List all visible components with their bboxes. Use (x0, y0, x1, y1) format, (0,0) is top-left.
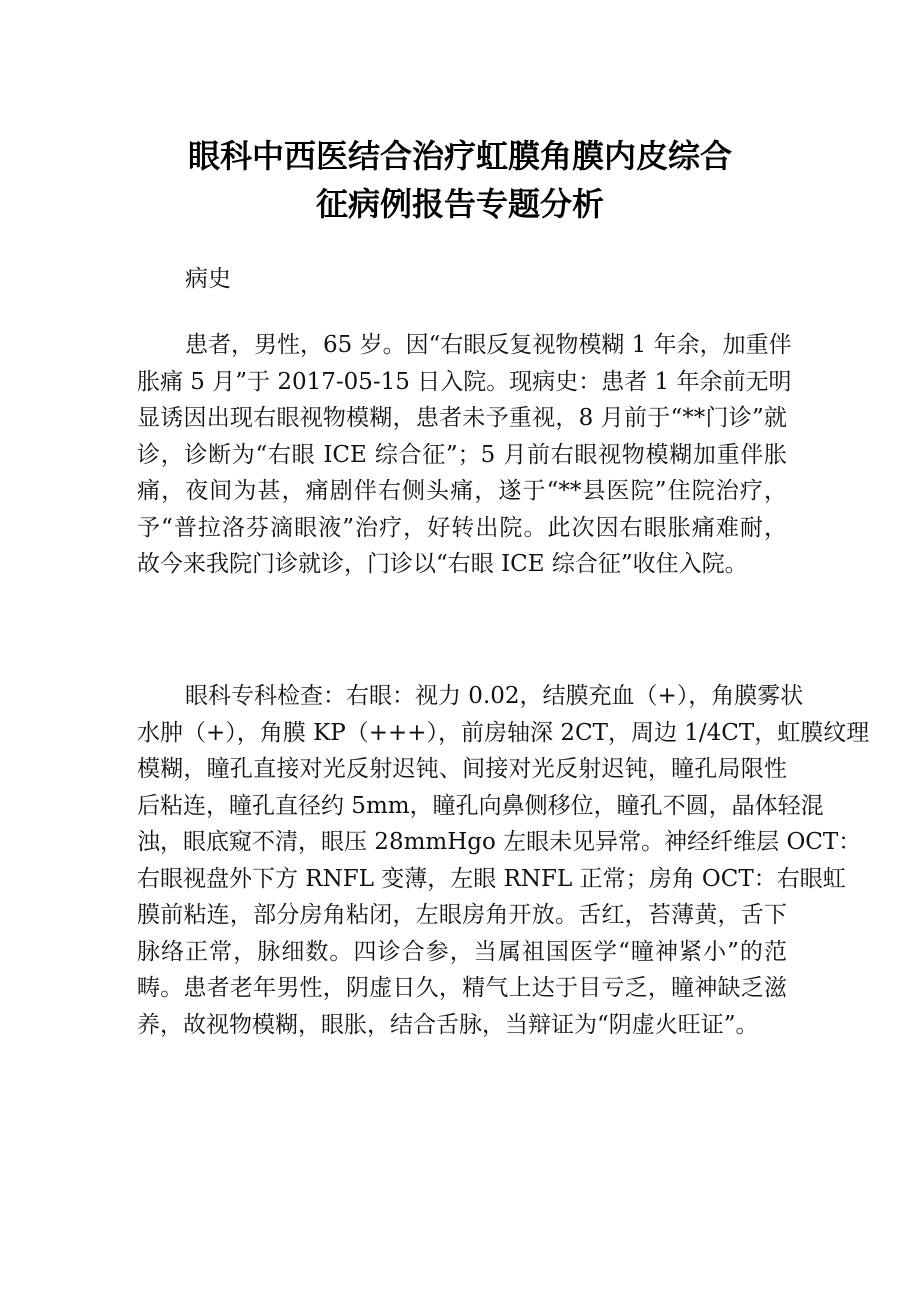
paragraph-line: 浊，眼底窥不清，眼压 28mmHgo 左眼未见异常。神经纤维层 OCT： (137, 829, 862, 855)
section-heading-history: 病史 (185, 266, 231, 292)
paragraph-line: 诊，诊断为“右眼 ICE 综合征”；5 月前右眼视物模糊加重伴胀 (137, 441, 787, 468)
title-line-1: 眼科中西医结合治疗虹膜角膜内皮综合 (187, 137, 732, 175)
paragraph-line: 予“普拉洛芬滴眼液”治疗，好转出院。此次因右眼胀痛难耐， (137, 514, 787, 541)
paragraph-line: 后粘连，瞳孔直径约 5mm，瞳孔向鼻侧移位，瞳孔不圆，晶体轻混 (137, 792, 824, 819)
paragraph-line: 养，故视物模糊，眼胀，结合舌脉，当辩证为“阴虚火旺证”。 (137, 1011, 759, 1038)
paragraph-examination (137, 678, 870, 1043)
paragraph-line: 右眼视盘外下方 RNFL 变薄，左眼 RNFL 正常；房角 OCT：右眼虹 (137, 865, 846, 892)
paragraph-line: 水肿（+），角膜 KP（+++），前房轴深 2CT，周边 1/4CT，虹膜纹理 (137, 719, 870, 746)
paragraph-line: 痛，夜间为甚，痛剧伴右侧头痛，遂于“**县医院”住院治疗， (137, 478, 787, 504)
document-title (0, 132, 920, 228)
title-line-2: 征病例报告专题分析 (315, 185, 604, 223)
paragraph-line: 故今来我院门诊就诊，门诊以“右眼 ICE 综合征”收住入院。 (137, 551, 748, 577)
paragraph-line: 膜前粘连，部分房角粘闭，左眼房角开放。舌红，苔薄黄，舌下 (137, 902, 787, 928)
paragraph-line: 模糊，瞳孔直接对光反射迟钝、间接对光反射迟钝，瞳孔局限性 (137, 756, 787, 782)
paragraph-line: 眼科专科检查：右眼：视力 0.02，结膜充血（+），角膜雾状 (185, 683, 804, 709)
paragraph-line: 胀痛 5 月”于 2017-05-15 日入院。现病史：患者 1 年余前无明 (137, 368, 792, 395)
paragraph-line: 患者，男性，65 岁。因“右眼反复视物模糊 1 年余，加重伴 (185, 332, 792, 358)
paragraph-line: 畴。患者老年男性，阴虚日久，精气上达于目亏乏，瞳神缺乏滋 (137, 975, 787, 1001)
paragraph-line: 脉络正常，脉细数。四诊合参，当属祖国医学“瞳神紧小”的范 (137, 938, 787, 965)
paragraph-line: 显诱因出现右眼视物模糊，患者未予重视，8 月前于“**门诊”就 (137, 405, 787, 431)
paragraph-history (137, 327, 792, 583)
